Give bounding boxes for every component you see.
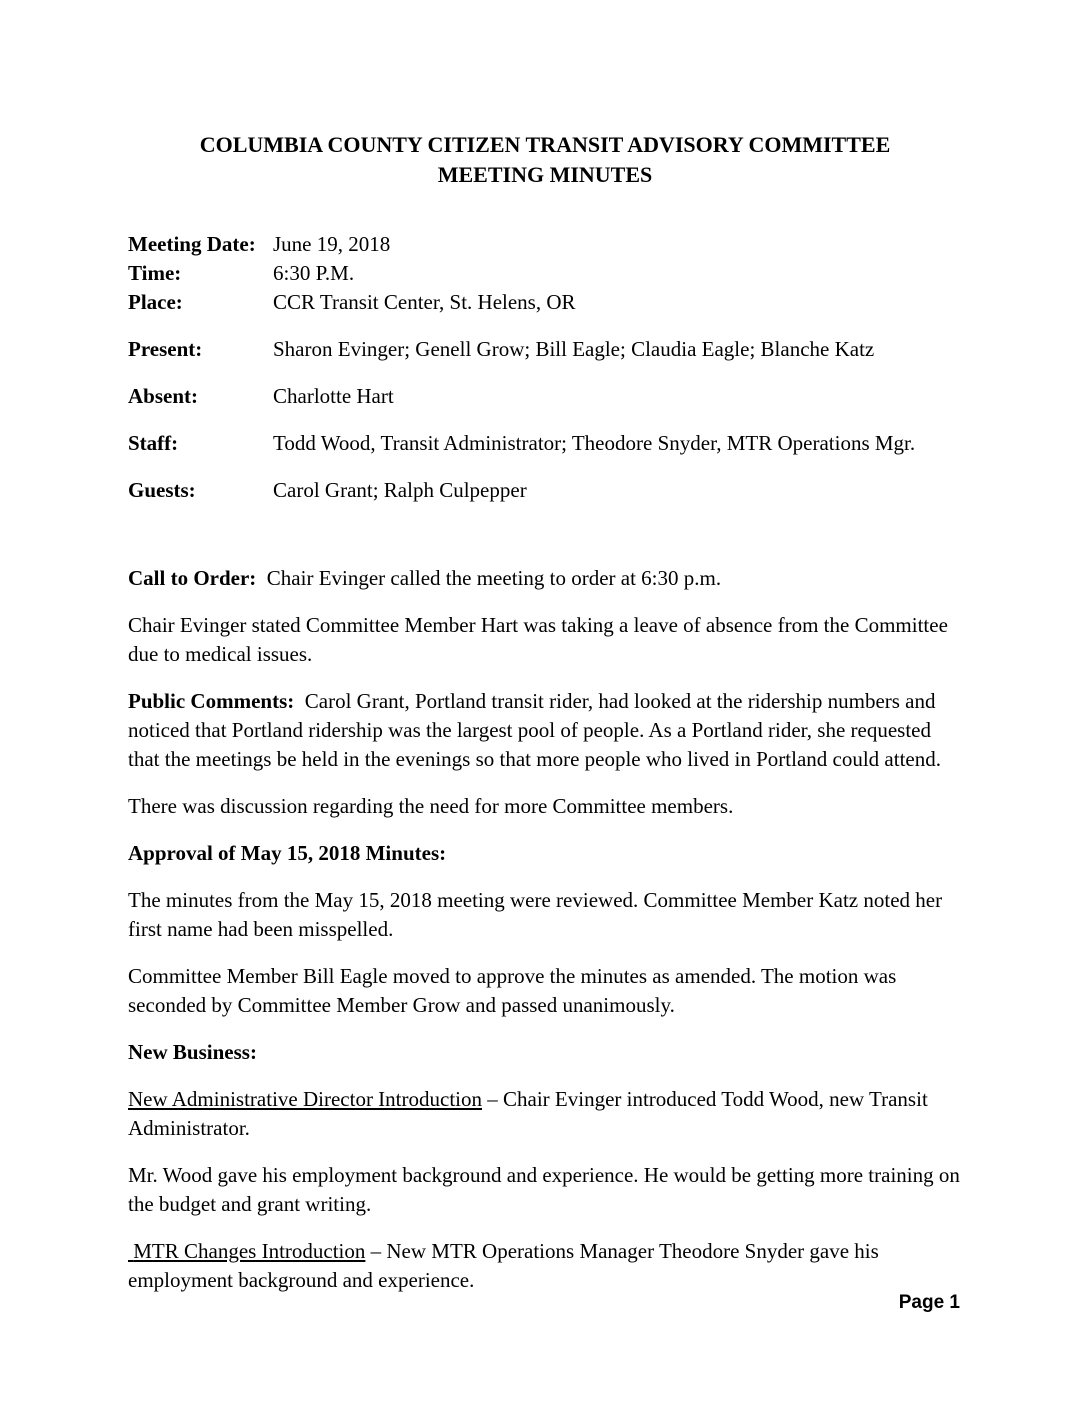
paragraph-wood-background: Mr. Wood gave his employment background and experience. He would be getting more training on the budget and grant writing. [128,1163,966,1216]
new-admin-intro-label: New Administrative Director Introduction [128,1087,482,1111]
mtr-changes-text: – New MTR Operations Manager Theodore Snyder gave his employment background and experience. [128,1239,885,1292]
paragraph-minutes-reviewed: The minutes from the May 15, 2018 meeting were reviewed. Committee Member Katz noted her first name had been misspelled. [128,888,948,941]
meta-label: Staff: [128,431,179,455]
meta-row-time [128,259,962,288]
meta-label: Place: [128,290,183,314]
title-line-1: COLUMBIA COUNTY CITIZEN TRANSIT ADVISORY COMMITTEE [199,132,891,157]
meta-label: Present: [128,337,203,361]
meta-block [128,230,962,505]
meta-value: Sharon Evinger; Genell Grow; Bill Eagle; Claudia Eagle; Blanche Katz [273,337,875,361]
public-comments-paragraph [128,687,962,774]
public-comments-text: Carol Grant, Portland transit rider, had looked at the ridership numbers and noticed that Portland ridership was the largest pool of people. As a Portland rider, she requested that the meetings be held in the evenings so that more people who lived in Portland could attend. [128,689,941,771]
meta-label: Meeting Date: [128,232,256,256]
section-heading-new-business: New Business: [128,1040,257,1064]
meta-label: Time: [128,261,182,285]
page-title [128,130,962,190]
meta-value: Todd Wood, Transit Administrator; Theodore Snyder, MTR Operations Mgr. [273,431,916,455]
meta-row-meeting-date [128,230,962,259]
paragraph-hart-absence: Chair Evinger stated Committee Member Hart was taking a leave of absence from the Committee due to medical issues. [128,613,954,666]
paragraph-motion-approved: Committee Member Bill Eagle moved to approve the minutes as amended. The motion was seconded by Committee Member Grow and passed unanimously. [128,964,902,1017]
meta-row-staff [128,429,962,458]
document-content [128,0,966,1295]
new-admin-intro-text: – Chair Evinger introduced Todd Wood, new Transit Administrator. [128,1087,932,1140]
meta-value: 6:30 P.M. [273,261,355,285]
mtr-changes-label: MTR Changes Introduction [128,1239,366,1263]
call-to-order-label: Call to Order: [128,566,257,590]
call-to-order-text: Chair Evinger called the meeting to order at 6:30 p.m. [256,566,722,590]
meta-row-place [128,288,962,317]
call-to-order-paragraph [128,564,962,593]
meta-row-present [128,335,962,364]
mtr-changes-paragraph [128,1237,962,1295]
meta-row-absent [128,382,962,411]
meta-label: Guests: [128,478,196,502]
meta-label: Absent: [128,384,199,408]
new-admin-intro-paragraph [128,1085,962,1143]
meta-value: Charlotte Hart [273,384,394,408]
meta-value: Carol Grant; Ralph Culpepper [273,478,527,502]
page-number: Page 1 [898,1292,960,1313]
section-heading-approval: Approval of May 15, 2018 Minutes: [128,841,447,865]
meta-value: CCR Transit Center, St. Helens, OR [273,290,576,314]
meta-value: June 19, 2018 [273,232,391,256]
meta-row-guests [128,476,962,505]
paragraph-discussion: There was discussion regarding the need for more Committee members. [128,794,734,818]
public-comments-label: Public Comments: [128,689,295,713]
title-line-2: MEETING MINUTES [437,162,653,187]
